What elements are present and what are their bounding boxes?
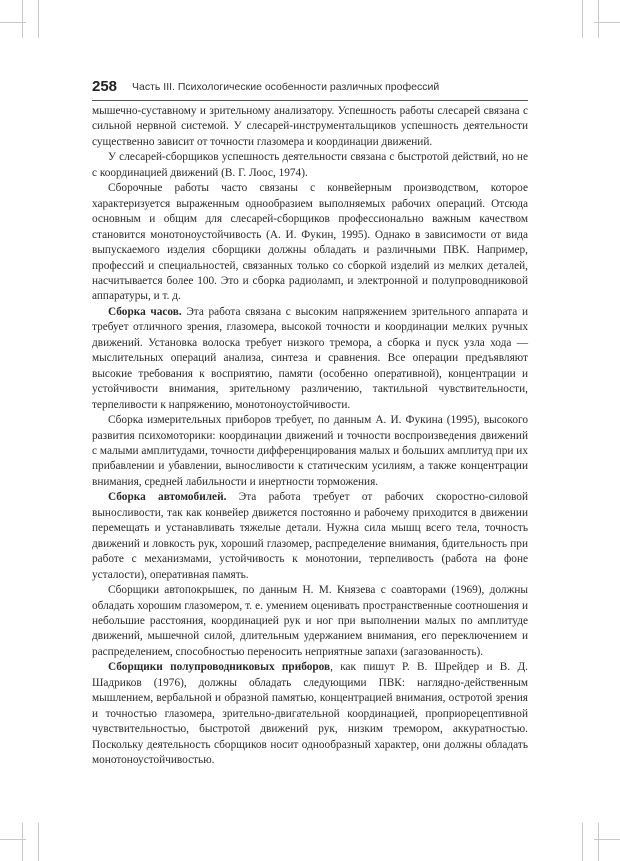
crop-mark [598, 0, 599, 38]
crop-mark [38, 823, 39, 861]
crop-mark [594, 22, 620, 23]
paragraph: мышечно-суставному и зрительному анализатору. Успешность работы слесарей связана с сильной нервной системой. У слесарей-инструментальщиков успешность деятельности существенно зависит от точности глазомера и координации движений. [92, 105, 528, 148]
paragraph: Сборка измерительных приборов требует, по данным А. И. Фукина (1995), высокого развития психомоторики: координации движений и точности воспроизведения движений с малыми амплитудами, точности дифференцирования малых и больших амплитуд при их прибавлении и убавлении, выносливости к статическим усилиям, а также концентрации внимания, средней лабильности и инертности торможения. [92, 414, 528, 488]
paragraph: Сборщики полупроводниковых приборов, как пишут Р. В. Шрейдер и В. Д. Шадриков (1976), должны обладать следующими ПВК: наглядно-действенным мышлением, вербальной и образной памятью, концентрацией внимания, остротой зрения и точностью глазомера, зрительно-двигательной координацией, проприорецептивной чувствительностью, быстротой движений рук, низким тремором, аккуратностью. Поскольку деятельность сборщиков носит однообразный характер, они должны обладать монотоноустойчивостью. [92, 661, 528, 767]
paragraph: Сборщики автопокрышек, по данным Н. М. Князева с соавторами (1969), должны обладать хорошим глазомером, т. е. умением оценивать пространственные соотношения и небольшие расстояния, координацией рук и ног при выполнении малых по амплитуде движений, мышечной силой, длительным удержанием внимания, его переключением и распределением, способностью переносить неприятные запахи (загазованность). [92, 584, 528, 658]
paragraph: Сборочные работы часто связаны с конвейерным производством, которое характеризуется выраженным однообразием выполняемых рабочих операций. Отсюда основным и общим для слесарей-сборщиков профессионально важным качеством становится монотоноустойчивость (А. И. Фукин, 1995). Однако в зависимости от вида выпускаемого изделия сборщики должны обладать и различными ПВК. Например, профессий и специальностей, связанных только со сборкой изделий из мелких деталей, насчитывается более 100. Это и сборка радиоламп, и электронной и полупроводниковой аппаратуры, и т. д. [92, 182, 528, 303]
crop-mark [582, 0, 583, 38]
running-head: Часть III. Психологические особенности различных профессий [132, 81, 440, 93]
paragraph-lead: Сборка часов. [108, 305, 182, 318]
paragraph: Сборка автомобилей. Эта работа требует от рабочих скоростно-силовой выносливости, так как конвейер движется постоянно и рабочему приходится в движении перемещать и устанавливать тяжелые детали. Нужна сила мышц всего тела, точность движений и ловкость рук, хороший глазомер, распределение внимания, бдительность при работе с механизмами, устойчивость к монотонии, терпеливость (работа на фоне усталости), оперативная память. [92, 491, 528, 581]
crop-mark [582, 823, 583, 861]
crop-mark [0, 22, 26, 23]
crop-mark [594, 839, 620, 840]
page-header [92, 78, 528, 101]
paragraph: У слесарей-сборщиков успешность деятельности связана с быстротой действий, но не с координацией движений (В. Г. Лоос, 1974). [92, 151, 528, 179]
crop-mark [38, 0, 39, 38]
paragraph-lead: Сборка автомобилей. [108, 491, 227, 504]
crop-mark [0, 839, 26, 840]
crop-mark [598, 823, 599, 861]
crop-mark [22, 823, 23, 861]
body-text [92, 104, 528, 768]
page-number: 258 [92, 78, 118, 95]
crop-mark [22, 0, 23, 38]
paragraph-lead: Сборщики полупроводниковых приборов [108, 661, 331, 674]
paragraph: Сборка часов. Эта работа связана с высоким напряжением зрительного аппарата и требует отличного зрения, глазомера, высокой точности и координации мелких ручных движений. Установка волоска требует низкого тремора, а сборка и пуск узла хода — мыслительных операций анализа, синтеза и сравнения. Все операции предъявляют высокие требования к восприятию, памяти (особенно оперативной), концентрации и устойчивости внимания, зрительному различению, тактильной чувствительности, терпеливости к напряжению, монотоноустойчивости. [92, 305, 528, 411]
